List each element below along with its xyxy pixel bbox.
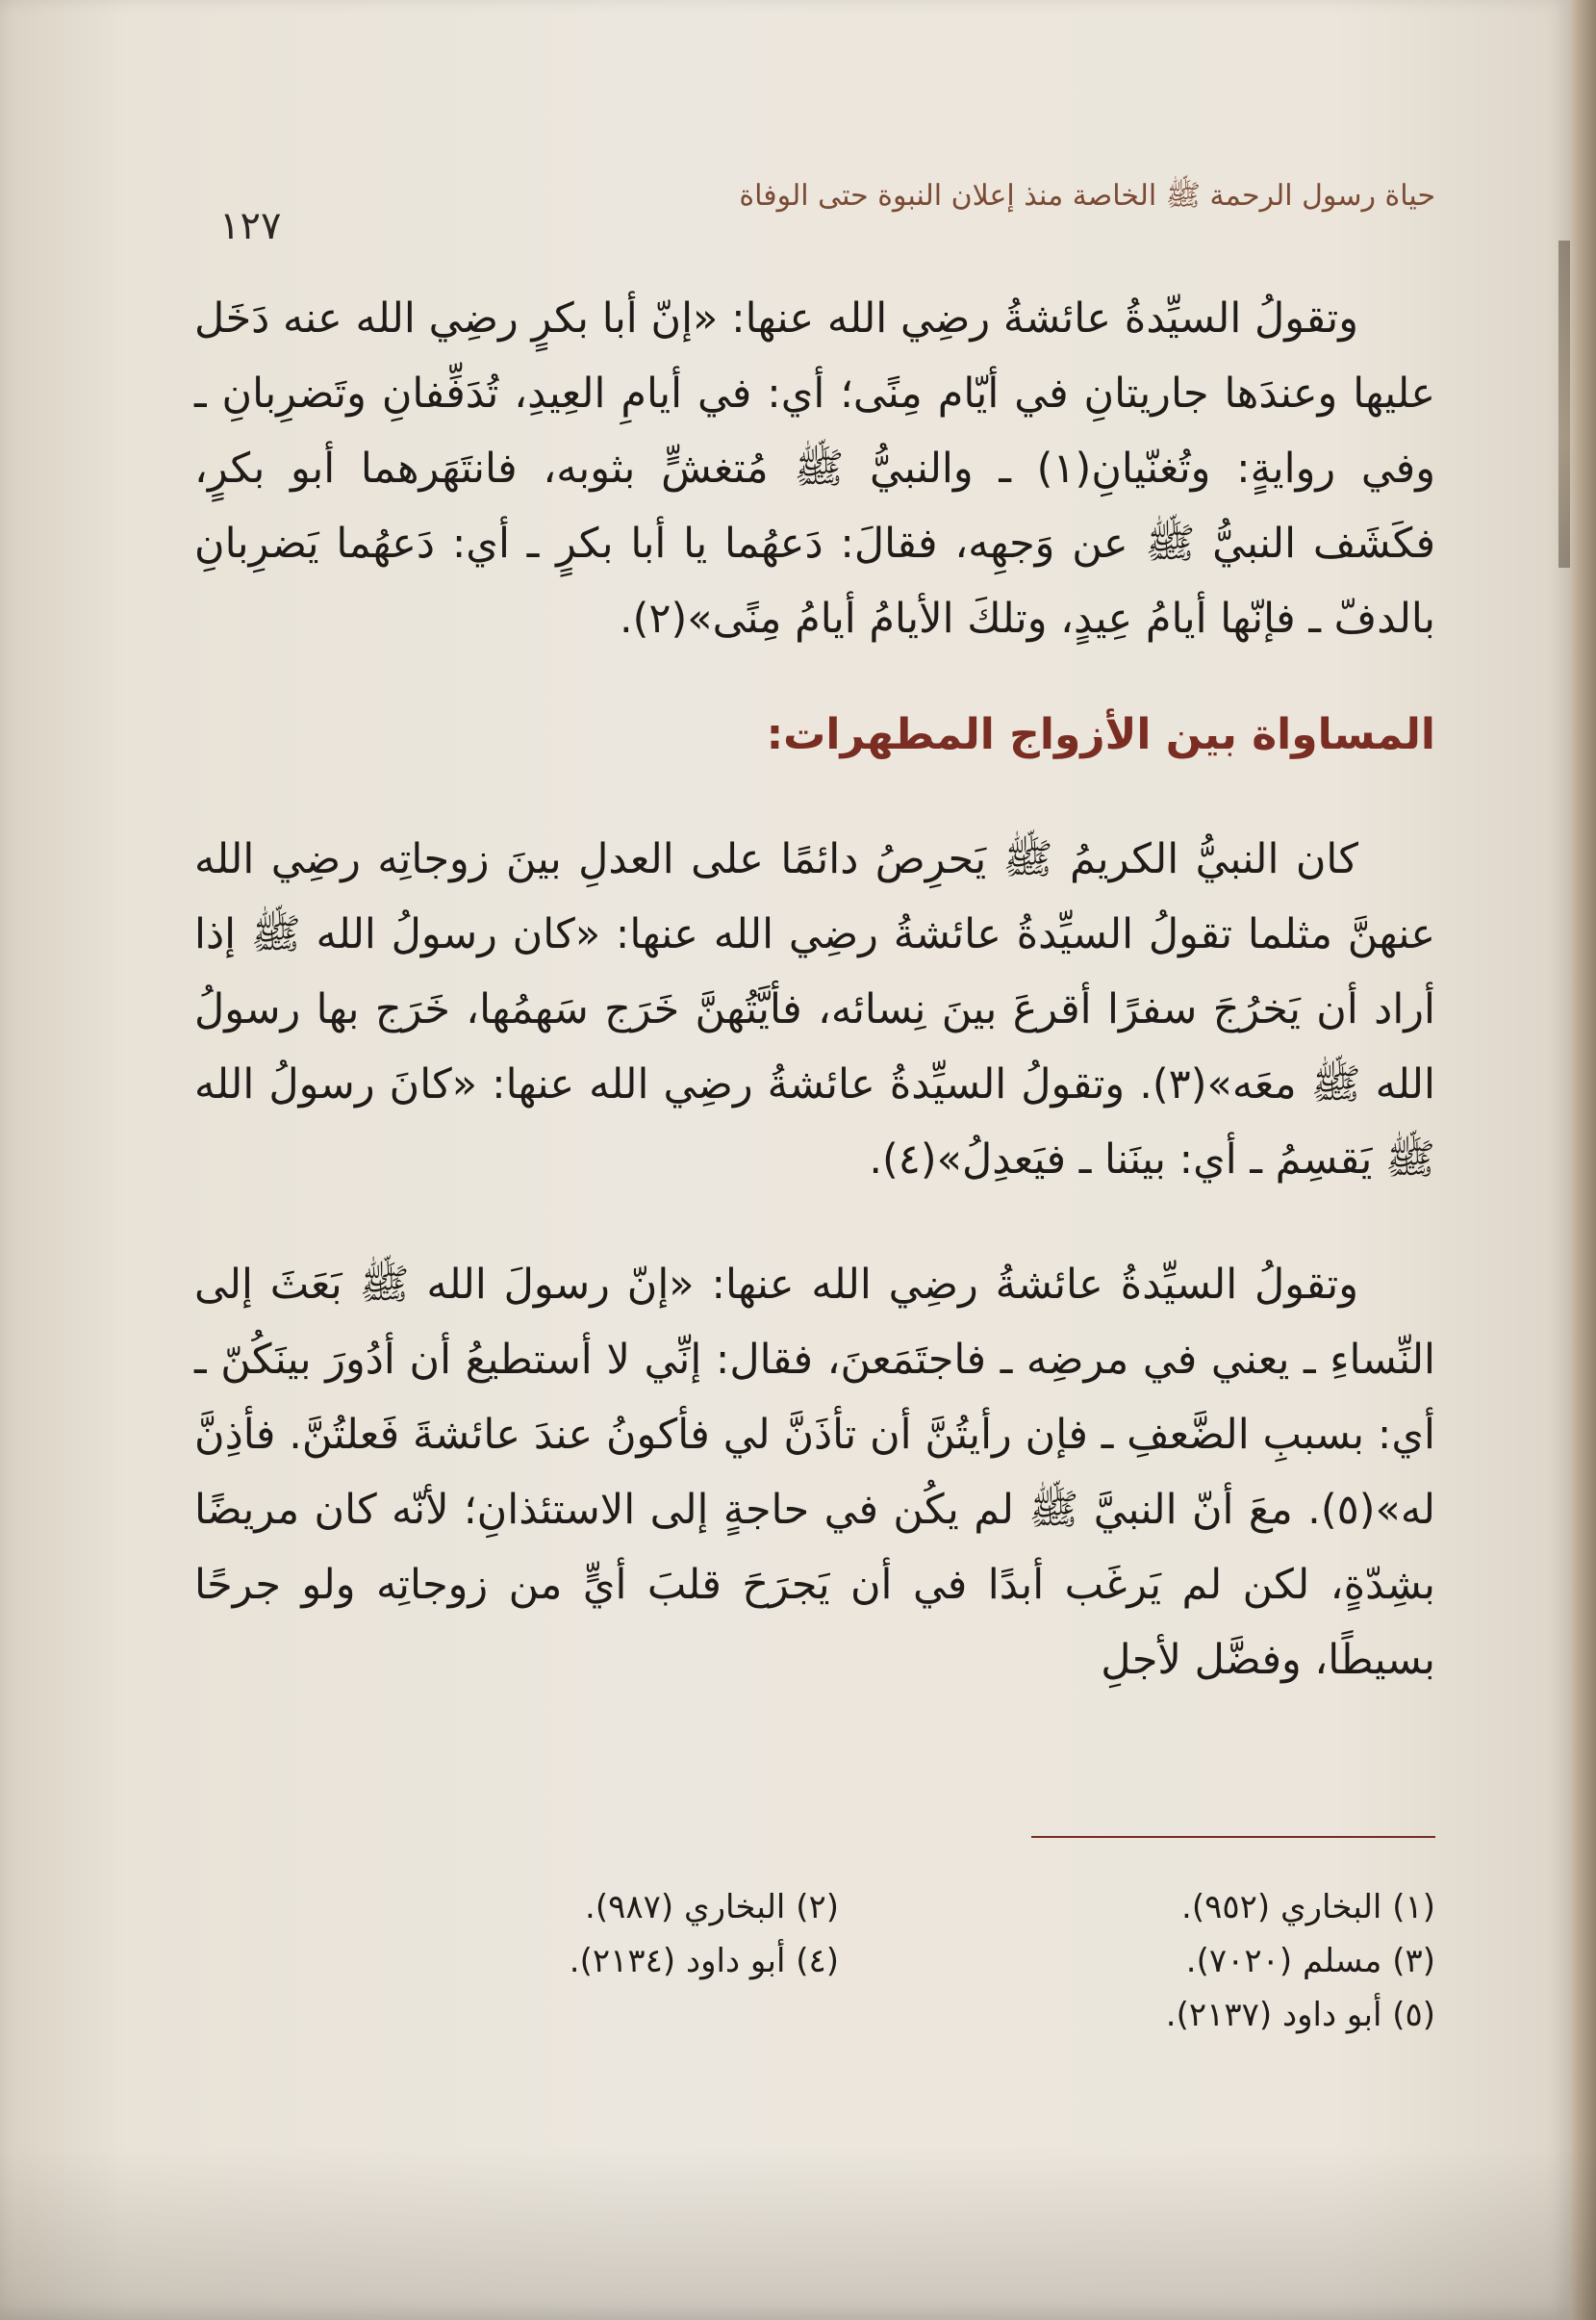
paragraph-gap <box>194 1197 1435 1247</box>
paragraph-justice-wives: كان النبيُّ الكريمُ ﷺ يَحرِصُ دائمًا على العدلِ بينَ زوجاتِه رضِي الله عنهنَّ مثلما تقولُ السيِّدةُ عائشةُ رضِي الله عنها: «كان رسولُ الله ﷺ إذا أراد أن يَخرُجَ سفرًا أقرعَ بينَ نِسائه، فأيَّتُهنَّ خَرَج سَهمُها، خَرَج بها رسولُ الله ﷺ معَه»(٣). وتقولُ السيِّدةُ عائشةُ رضِي الله عنها: «كانَ رسولُ الله ﷺ يَقسِمُ ـ أي: بينَنا ـ فيَعدِلُ»(٤). <box>194 835 1435 1184</box>
paragraph-aisha-eid: وتقولُ السيِّدةُ عائشةُ رضِي الله عنها: «إنّ أبا بكرٍ رضِي الله عنه دَخَل عليها وعندَها جاريتانِ في أيّام مِنًى؛ أي: في أيامِ العِيدِ، تُدَفِّفانِ وتَضرِبانِ ـ وفي روايةٍ: وتُغنّيانِ(١) ـ والنبيُّ ﷺ مُتغشٍّ بثوبه، فانتَهَرهما أبو بكرٍ، فكَشَف النبيُّ ﷺ عن وَجهِه، فقالَ: دَعهُما يا أبا بكرٍ ـ أي: دَعهُما يَضرِبانِ بالدفّ ـ فإنّها أيامُ عِيدٍ، وتلكَ الأيامُ أيامُ مِنًى»(٢). <box>194 294 1435 643</box>
main-text <box>194 281 1435 1697</box>
footnote-4: (٤) أبو داود (٢١٣٤). <box>569 1942 839 1980</box>
footnote-5: (٥) أبو داود (٢١٣٧). <box>1165 1996 1435 2034</box>
footnote-3: (٣) مسلم (٧٠٢٠). <box>1185 1942 1435 1980</box>
footnote-1: (١) البخاري (٩٥٢). <box>1181 1888 1435 1926</box>
page-edge-mark <box>1558 241 1570 568</box>
footnotes <box>194 1880 1435 2042</box>
footnote-row <box>194 1934 1435 1988</box>
paragraph-illness-permission: وتقولُ السيِّدةُ عائشةُ رضِي الله عنها: «إنّ رسولَ الله ﷺ بَعَثَ إلى النِّساءِ ـ يعني في مرضِه ـ فاجتَمَعنَ، فقال: إنِّي لا أستطيعُ أن أدُورَ بينَكُنّ ـ أي: بسببِ الضَّعفِ ـ فإن رأيتُنَّ أن تأذَنَّ لي فأكونُ عندَ عائشةَ فَعلتُنَّ. فأذِنَّ له»(٥). معَ أنّ النبيَّ ﷺ لم يكُن في حاجةٍ إلى الاستئذانِ؛ لأنّه كان مريضًا بشِدّةٍ، لكن لم يَرغَب أبدًا في أن يَجرَحَ قلبَ أيٍّ من زوجاتِه ولو جرحًا بسيطًا، وفضَّل لأجلِ <box>194 1261 1435 1684</box>
footnote-row <box>194 1988 1435 2042</box>
footnote-row <box>194 1880 1435 1934</box>
running-title: حياة رسول الرحمة ﷺ الخاصة منذ إعلان النبوة حتى الوفاة <box>739 179 1435 213</box>
page-number: ١٢٧ <box>219 204 282 248</box>
bottom-shadow <box>0 2147 1596 2320</box>
footnote-2: (٢) البخاري (٩٨٧). <box>585 1888 839 1926</box>
footnote-divider <box>194 1836 1435 1838</box>
book-spine-edge <box>1570 0 1596 2320</box>
section-heading: المساواة بين الأزواج المطهرات: <box>766 710 1435 759</box>
